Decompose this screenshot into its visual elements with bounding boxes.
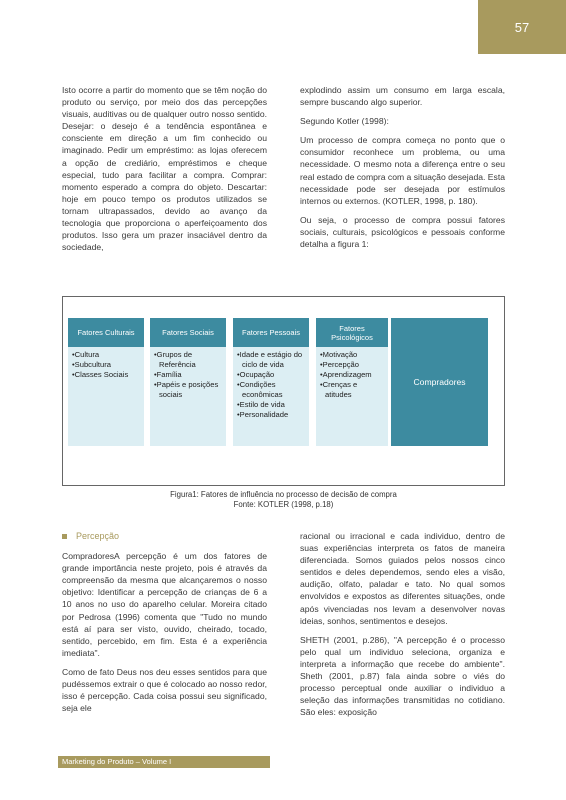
caption-line: Fonte: KOTLER (1998, p.18): [233, 500, 334, 509]
paragraph: explodindo assim um consumo em larga escala, sempre buscando algo superior.: [300, 85, 505, 108]
top-left-column: [62, 84, 267, 260]
factor-item: •Estilo de vida: [237, 400, 285, 409]
factor-item: •Personalidade: [237, 410, 289, 419]
footer-bar: Marketing do Produto – Volume I: [58, 756, 270, 768]
factor-box-psychological: [316, 318, 388, 446]
top-right-column: [300, 84, 505, 257]
factor-box-list: [233, 347, 309, 446]
factor-box-list: [150, 347, 226, 446]
factor-box-social: [150, 318, 226, 446]
page-number: 57: [478, 0, 566, 54]
factor-item: •Condições econômicas: [237, 380, 283, 399]
paragraph: Um processo de compra começa no ponto que o consumidor reconhece um problema, ou uma necessidade. O mesmo nota a diferença entre o seu real estado de compra com a situação desejada. Esta necessidade pode ser desejada por estímulos internos ou externos. (KOTLER, 1998, p. 180).: [300, 135, 505, 206]
factor-item: •Crenças e atitudes: [320, 380, 358, 399]
factor-box-list: [316, 347, 388, 446]
factor-box-list: [68, 347, 144, 446]
paragraph: Segundo Kotler (1998):: [300, 116, 389, 127]
factor-item: •Papéis e posições sociais: [154, 380, 219, 399]
factor-box-title: Fatores Sociais: [150, 318, 226, 347]
factor-box-title: Fatores Psicológicos: [316, 318, 388, 347]
factor-item: •Percepção: [320, 360, 359, 369]
factor-box-personal: [233, 318, 309, 446]
factor-item: •Motivação: [320, 350, 358, 359]
figure-caption: [62, 490, 505, 510]
paragraph: Ou seja, o processo de compra possui fatores sociais, culturais, psicológicos e pessoais conforme detalha a figura 1:: [300, 214, 505, 250]
factor-item: •Classes Sociais: [72, 370, 129, 379]
factor-item: •Aprendizagem: [320, 370, 372, 379]
factor-item: •Idade e estágio do ciclo de vida: [237, 350, 303, 369]
factor-box-title: Fatores Pessoais: [233, 318, 309, 347]
factor-item: •Subcultura: [72, 360, 111, 369]
paragraph: racional ou irracional e cada individuo, dentro de suas experiências interpreta os fatos de maneira diferenciada. Somos guiados pelos nossos cinco sentidos e deles dependemos, sendo eles a visão, audição, olfato, paladar e tato. No qual somos envolvidos e expostos as diferentes situações, onde após vivenciadas nos levam a desenvolver novas ideias, sonhos, sentimentos e desejos.: [300, 531, 505, 626]
section-heading: [62, 530, 267, 542]
caption-line: Figura1: Fatores de influência no processo de decisão de compra: [170, 490, 397, 499]
factor-item: •Cultura: [72, 350, 100, 359]
section-heading-text: Percepção: [76, 531, 120, 541]
paragraph: CompradoresA percepção é um dos fatores de grande importância neste projeto, pois é através da compreensão da mesma que alcançaremos o nosso objetivo: Identificar a percepção de crianças de 6 a 10 anos no uso do aparelho celular. Moreira citado por Pedrosa (1996) comenta que "Tudo no mundo está aí para ser visto, ouvido, cheirado, tocado, sentido, percebido, em fim. Esta é a experiência imediata".: [62, 551, 267, 658]
factor-item: •Grupos de Referência: [154, 350, 196, 369]
factor-box-cultural: [68, 318, 144, 446]
factor-box-title: Fatores Culturais: [68, 318, 144, 347]
paragraph: Isto ocorre a partir do momento que se têm noção do produto ou serviço, por meio dos das percepções visuais, auditivas ou de qualquer outro nosso sentido. Desejar: o desejo é a tendência espontânea e consciente em direção a um fim conhecido ou imaginado. Pedir um empréstimo: as lojas oferecem a opção de crediário, empréstimos e cheque especial, tudo para facilitar a compra. Comprar: momento esperado a compra do objeto. Descartar: hoje em pouco tempo os produtos utilizados se tornam ultrapassados, devido ao avanço da tecnologia que proporciona o aperfeiçoamento dos produtos. Isso gera um prazer insaciável dentro da sociedade,: [62, 85, 267, 253]
paragraph: Como de fato Deus nos deu esses sentidos para que pudéssemos extrair o que é colocado ao nosso redor, isso é percepção. Cada coisa possui seu significado, seja ele: [62, 666, 267, 714]
paragraph: SHETH (2001, p.286), "A percepção é o processo pelo qual um individuo seleciona, organiza e interpreta a informação que recebe do ambiente". Sheth (2001, p.87) fala ainda sobre o viés do processo perceptual onde auxiliar o individuo a seleção das informações transmitidas no cotidiano. São eles: exposição: [300, 634, 505, 718]
factor-item: •Ocupação: [237, 370, 275, 379]
bottom-right-column: [300, 530, 505, 725]
compradores-box: Compradores: [391, 318, 488, 446]
factor-item: •Família: [154, 370, 182, 379]
square-bullet-icon: [62, 534, 67, 539]
bottom-left-column: [62, 530, 267, 721]
